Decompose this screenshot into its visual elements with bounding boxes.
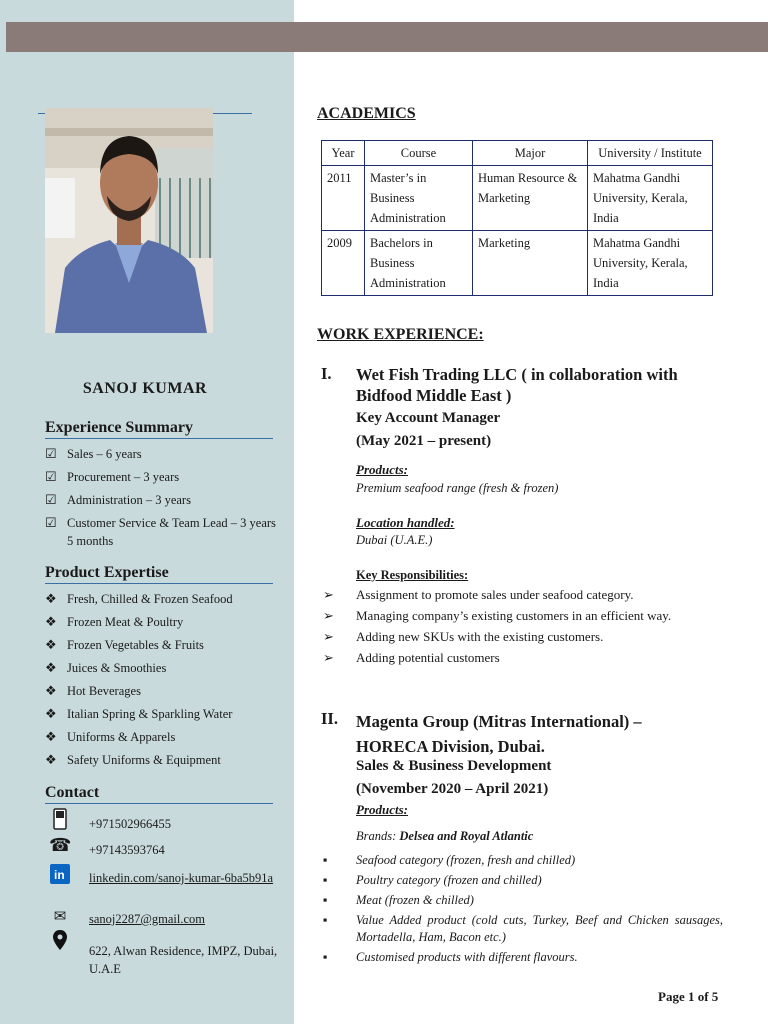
- list-item: ➢ Adding new SKUs with the existing customers.: [323, 629, 604, 644]
- table-cell: Bachelors in Business Administration: [365, 231, 473, 296]
- linkedin-icon: [49, 864, 71, 889]
- table-cell: Mahatma Gandhi University, Kerala, India: [588, 166, 713, 231]
- arrow-bullet-icon: ➢: [323, 587, 334, 602]
- responsibilities-list: [321, 586, 711, 670]
- diamond-bullet-icon: ❖: [45, 660, 57, 675]
- job-period: (November 2020 – April 2021): [356, 781, 549, 797]
- job-number: I.: [321, 364, 332, 383]
- list-item: ▪ Value Added product (cold cuts, Turkey, Beef and Chicken sausages, Mortadella, Ham, Bacon etc.): [323, 913, 723, 944]
- location-pin-icon: [49, 930, 71, 955]
- square-bullet-icon: ▪: [323, 950, 328, 964]
- list-item: ❖ Italian Spring & Sparkling Water: [45, 706, 233, 721]
- arrow-bullet-icon: ➢: [323, 650, 334, 665]
- table-header-row: [322, 141, 713, 166]
- academics-heading: ACADEMICS: [317, 105, 416, 122]
- list-item: ▪ Customised products with different flavours.: [323, 950, 578, 964]
- table-cell: Master’s in Business Administration: [365, 166, 473, 231]
- work-experience-heading: WORK EXPERIENCE:: [317, 326, 484, 343]
- profile-photo: [45, 108, 213, 333]
- products-label: Products:: [356, 462, 408, 477]
- table-header: Year: [322, 141, 365, 166]
- list-item: ❖ Safety Uniforms & Equipment: [45, 752, 221, 767]
- table-cell: Human Resource & Marketing: [473, 166, 588, 231]
- telephone-icon: ☎: [49, 835, 72, 855]
- list-item: ☑ Procurement – 3 years: [45, 469, 180, 484]
- job-role: Key Account Manager: [356, 410, 501, 426]
- list-item: ➢ Adding potential customers: [323, 650, 500, 665]
- checkbox-icon: ☑: [45, 446, 57, 461]
- academics-table: [321, 140, 713, 296]
- responsibilities-label: Key Responsibilities:: [356, 568, 469, 582]
- job-period: (May 2021 – present): [356, 433, 492, 449]
- location-text: Dubai (U.A.E.): [356, 533, 433, 547]
- table-cell: Marketing: [473, 231, 588, 296]
- square-bullet-icon: ▪: [323, 873, 328, 887]
- mobile-phone-icon: [49, 808, 71, 835]
- job-role: Sales & Business Development: [356, 758, 552, 774]
- square-bullet-icon: ▪: [323, 913, 328, 927]
- diamond-bullet-icon: ❖: [45, 706, 57, 721]
- table-row: [322, 166, 713, 231]
- list-item: ❖ Frozen Vegetables & Fruits: [45, 637, 204, 652]
- svg-text:in: in: [54, 868, 65, 882]
- list-item: ❖ Juices & Smoothies: [45, 660, 167, 675]
- table-cell: Mahatma Gandhi University, Kerala, India: [588, 231, 713, 296]
- diamond-bullet-icon: ❖: [45, 729, 57, 744]
- square-bullet-icon: ▪: [323, 853, 328, 867]
- list-item: ▪ Poultry category (frozen and chilled): [323, 873, 542, 887]
- table-cell: 2009: [322, 231, 365, 296]
- list-item: ❖ Fresh, Chilled & Frozen Seafood: [45, 591, 233, 606]
- table-cell: 2011: [322, 166, 365, 231]
- products-text: Premium seafood range (fresh & frozen): [356, 481, 559, 495]
- page-number: Page 1 of 5: [658, 989, 719, 1004]
- experience-summary-heading: Experience Summary: [45, 419, 273, 439]
- job-number: II.: [321, 709, 338, 728]
- list-item: ❖ Uniforms & Apparels: [45, 729, 176, 744]
- contact-heading: Contact: [45, 784, 273, 804]
- checkbox-icon: ☑: [45, 469, 57, 484]
- candidate-name: SANOJ KUMAR: [82, 380, 208, 397]
- square-bullet-icon: ▪: [323, 893, 328, 907]
- arrow-bullet-icon: ➢: [323, 608, 334, 623]
- experience-summary-list: [45, 445, 285, 555]
- checkbox-icon: ☑: [45, 492, 57, 507]
- table-row: [322, 231, 713, 296]
- job-company: Magenta Group (Mitras International) – HORECA Division, Dubai.: [356, 712, 642, 756]
- products-label: Products:: [356, 802, 408, 817]
- brands-line: Brands: Delsea and Royal Atlantic: [356, 829, 534, 843]
- list-item: ☑ Administration – 3 years: [45, 492, 191, 507]
- checkbox-icon: ☑: [45, 515, 57, 530]
- list-item: ▪ Meat (frozen & chilled): [323, 893, 474, 907]
- location-label: Location handled:: [356, 515, 455, 530]
- list-item: ❖ Frozen Meat & Poultry: [45, 614, 184, 629]
- diamond-bullet-icon: ❖: [45, 637, 57, 652]
- envelope-icon: ✉: [53, 909, 67, 925]
- header-bar: [6, 22, 768, 52]
- job-company: Wet Fish Trading LLC ( in collaboration with Bidfood Middle East ): [356, 365, 678, 405]
- product-expertise-list: [45, 590, 285, 774]
- diamond-bullet-icon: ❖: [45, 752, 57, 767]
- list-item: ☑ Customer Service & Team Lead – 3 years 5 months: [45, 515, 276, 548]
- list-item: ☑ Sales – 6 years: [45, 446, 142, 461]
- diamond-bullet-icon: ❖: [45, 614, 57, 629]
- diamond-bullet-icon: ❖: [45, 683, 57, 698]
- table-header: Course: [365, 141, 473, 166]
- list-item: ❖ Hot Beverages: [45, 683, 141, 698]
- arrow-bullet-icon: ➢: [323, 629, 334, 644]
- product-expertise-heading: Product Expertise: [45, 564, 273, 584]
- product-categories-list: [321, 852, 723, 969]
- table-header: Major: [473, 141, 588, 166]
- diamond-bullet-icon: ❖: [45, 591, 57, 606]
- list-item: ➢ Assignment to promote sales under seafood category.: [323, 587, 634, 602]
- list-item: ➢ Managing company’s existing customers in an efficient way.: [323, 608, 672, 623]
- list-item: ▪ Seafood category (frozen, fresh and chilled): [323, 853, 576, 867]
- table-header: University / Institute: [588, 141, 713, 166]
